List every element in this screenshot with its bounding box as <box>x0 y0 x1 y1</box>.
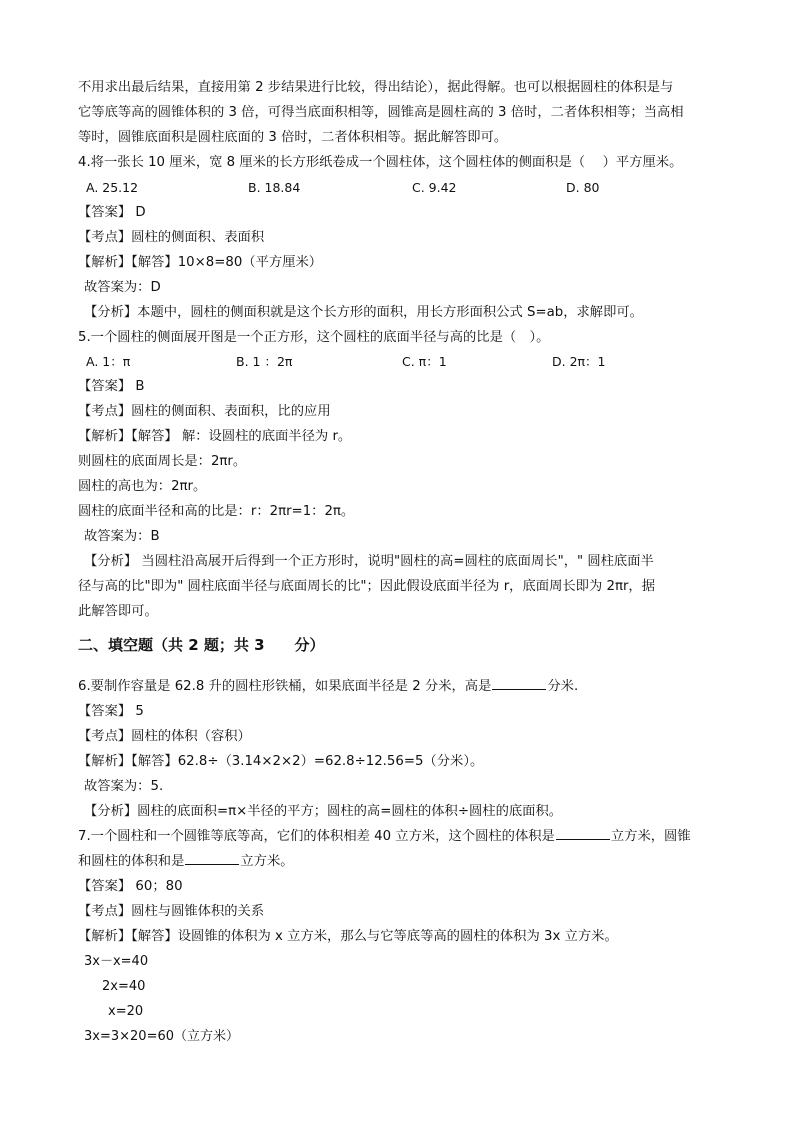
q7-equation-3: x=20 <box>108 1004 144 1019</box>
q6-jiexi: 【解析】【解答】62.8÷（3.14×2×2）=62.8÷12.56=5（分米）。 <box>78 754 484 769</box>
q4-fenxi: 【分析】本题中，圆柱的侧面积就是这个长方形的面积，用长方形面积公式 S=ab，求解即可。 <box>84 305 643 320</box>
q7-equation-1: 3x－x=40 <box>84 954 149 969</box>
q4-result: 故答案为：D <box>84 280 161 295</box>
q5-step-1: 则圆柱的底面周长是：2πr。 <box>78 454 247 469</box>
q6-kaodian: 【考点】圆柱的体积（容积） <box>78 729 251 744</box>
q6-question <box>78 677 718 697</box>
q7-blank-1[interactable] <box>556 827 610 840</box>
q4-option-d: D. 80 <box>566 180 600 195</box>
q5-option-d: D. 2π：1 <box>552 354 606 369</box>
q5-fenxi-1: 【分析】 当圆柱沿高展开后得到一个正方形时，说明"圆柱的高=圆柱的底面周长"，" 圆柱底面半 <box>84 554 654 569</box>
q4-option-c: C. 9.42 <box>412 180 457 195</box>
q7-jiexi: 【解析】【解答】设圆锥的体积为 x 立方米，那么与它等底等高的圆柱的体积为 3x 立方米。 <box>78 929 618 944</box>
q5-step-2: 圆柱的高也为：2πr。 <box>78 479 207 494</box>
q6-question-part-b: 分米. <box>547 679 579 694</box>
q5-fenxi-2: 径与高的比"即为" 圆柱底面半径与底面周长的比"；因此假设底面半径为 r，底面周长即为 2πr，据 <box>78 579 656 594</box>
q7-blank-2[interactable] <box>185 852 239 865</box>
q4-jiexi: 【解析】【解答】10×8=80（平方厘米） <box>78 255 323 270</box>
q6-answer-blank[interactable] <box>492 677 546 690</box>
q7-answer: 【答案】 60；80 <box>78 879 183 894</box>
q5-option-c: C. π：1 <box>402 354 447 369</box>
q7-question-part-d: 立方米。 <box>240 854 294 869</box>
q5-result: 故答案为：B <box>84 529 160 544</box>
q5-step-3: 圆柱的底面半径和高的比是：r：2πr=1：2π。 <box>78 504 355 519</box>
q6-fenxi: 【分析】圆柱的底面积=π×半径的平方；圆柱的高=圆柱的体积÷圆柱的底面积。 <box>84 804 563 819</box>
q6-question-part-a: 6.要制作容量是 62.8 升的圆柱形铁桶，如果底面半径是 2 分米，高是 <box>78 679 492 694</box>
q5-option-a: A. 1：π <box>86 354 131 369</box>
q7-equation-2: 2x=40 <box>102 979 146 994</box>
q6-result: 故答案为：5. <box>84 779 164 794</box>
q5-fenxi-3: 此解答即可。 <box>78 604 158 619</box>
q7-question-part-b: 立方米，圆锥 <box>610 829 691 844</box>
q4-option-b: B. 18.84 <box>248 180 301 195</box>
intro-line-3: 等时，圆锥底面积是圆柱底面的 3 倍时，二者体积相等。据此解答即可。 <box>78 130 508 145</box>
q7-kaodian: 【考点】圆柱与圆锥体积的关系 <box>78 904 265 919</box>
q7-question-line-1 <box>78 827 718 847</box>
intro-line-2: 它等底等高的圆锥体积的 3 倍，可得当底面积相等，圆锥高是圆柱高的 3 倍时，二者体积相等；当高相 <box>78 105 684 120</box>
q5-kaodian: 【考点】圆柱的侧面积、表面积，比的应用 <box>78 404 331 419</box>
q6-answer: 【答案】 5 <box>78 704 144 719</box>
q5-question: 5.一个圆柱的侧面展开图是一个正方形，这个圆柱的底面半径与高的比是（ ）。 <box>78 330 550 345</box>
q4-question: 4.将一张长 10 厘米，宽 8 厘米的长方形纸卷成一个圆柱体，这个圆柱体的侧面积是（ ）平方厘米。 <box>78 155 683 170</box>
q7-equation-4: 3x=3×20=60（立方米） <box>84 1029 239 1044</box>
q5-jiexi: 【解析】【解答】 解：设圆柱的底面半径为 r。 <box>78 429 352 444</box>
intro-line-1: 不用求出最后结果，直接用第 2 步结果进行比较，得出结论），据此得解。也可以根据圆柱的体积是与 <box>78 80 674 95</box>
q7-question-part-c: 和圆柱的体积和是 <box>78 854 185 869</box>
section-2-title: 二、填空题（共 2 题；共 3 分） <box>78 636 325 654</box>
q5-option-b: B. 1 ：2π <box>236 354 293 369</box>
q7-question-part-a: 7.一个圆柱和一个圆锥等底等高，它们的体积相差 40 立方米，这个圆柱的体积是 <box>78 829 555 844</box>
q7-question-line-2 <box>78 852 718 872</box>
q4-answer: 【答案】 D <box>78 205 146 220</box>
q4-option-a: A. 25.12 <box>86 180 139 195</box>
q5-answer: 【答案】 B <box>78 379 145 394</box>
q4-kaodian: 【考点】圆柱的侧面积、表面积 <box>78 230 265 245</box>
